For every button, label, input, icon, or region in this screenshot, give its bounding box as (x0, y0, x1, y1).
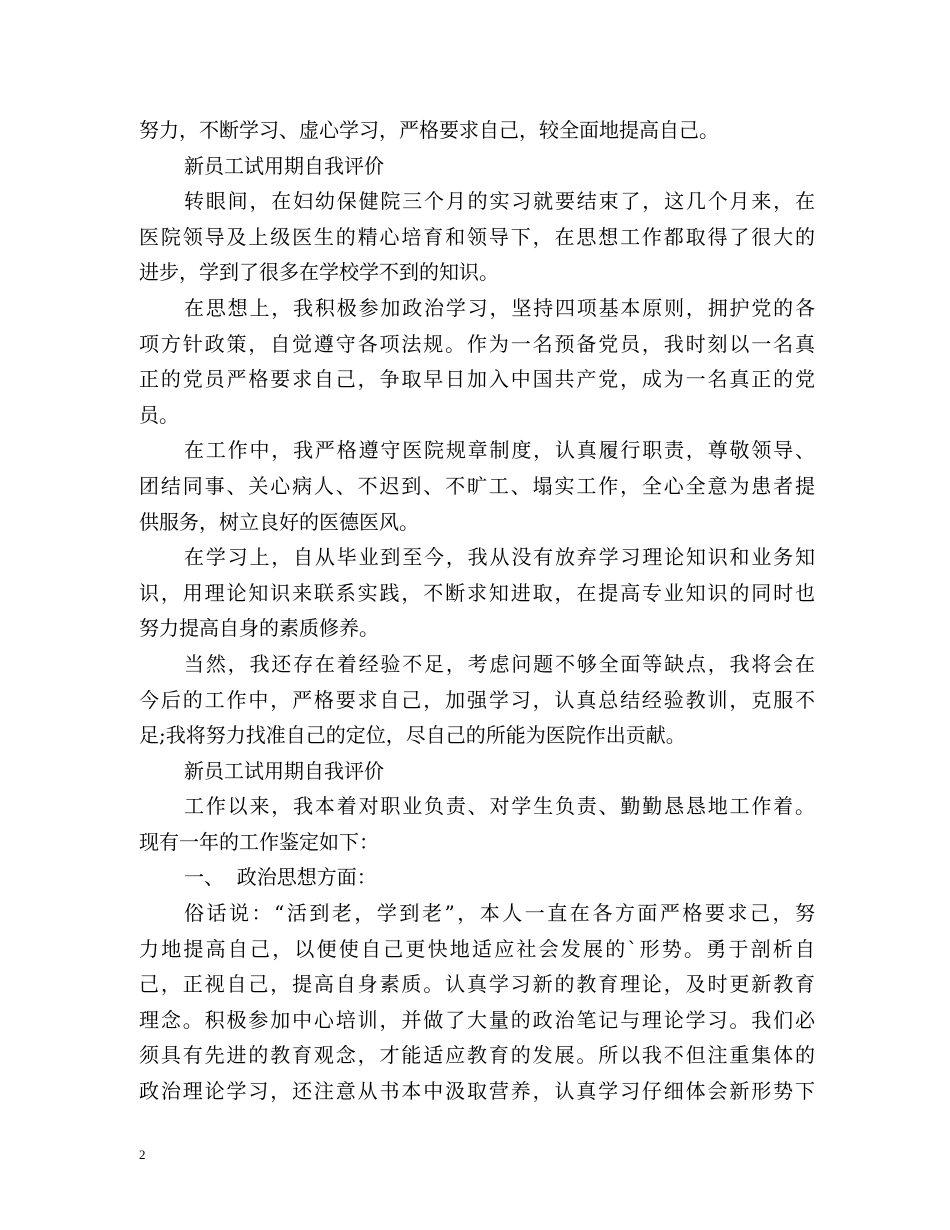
text-line: 须具有先进的教育观念，才能适应教育的发展。所以我不但注重集体的 (139, 1043, 815, 1068)
text-line: 政治理论学习，还注意从书本中汲取营养，认真学习仔细体会新形势下 (139, 1079, 815, 1104)
text-line: 项方针政策，自觉遵守各项法规。作为一名预备党员，我时刻以一名真 (139, 331, 815, 356)
text-line: 工作以来，我本着对职业负责、对学生负责、勤勤恳恳地工作着。 (184, 794, 815, 819)
text-line: 在工作中，我严格遵守医院规章制度，认真履行职责，尊敬领导、 (184, 438, 815, 463)
text-line: 俗话说：“活到老，学到老”，本人一直在各方面严格要求己，努 (184, 901, 815, 926)
subsection-heading: 一、 政治思想方面： (184, 865, 377, 890)
text-line: 足;我将努力找准自己的定位，尽自己的所能为医院作出贡献。 (139, 723, 686, 748)
section-heading: 新员工试用期自我评价 (184, 153, 384, 178)
text-line: 转眼间，在妇幼保健院三个月的实习就要结束了，这几个月来，在 (184, 189, 815, 214)
text-line: 在学习上，自从毕业到至今，我从没有放弃学习理论知识和业务知 (184, 545, 815, 570)
text-line: 团结同事、关心病人、不迟到、不旷工、塌实工作，全心全意为患者提 (139, 473, 815, 498)
text-line: 进步，学到了很多在学校学不到的知识。 (139, 260, 499, 285)
page-number: 2 (139, 1147, 146, 1162)
text-line: 己，正视自己，提高自身素质。认真学习新的教育理论，及时更新教育 (139, 972, 815, 997)
text-line: 力地提高自己，以便使自己更快地适应社会发展的`形势。勇于剖析自 (139, 936, 815, 961)
text-line: 今后的工作中，严格要求自己，加强学习，认真总结经验教训，克服不 (139, 687, 815, 712)
text-line: 努力提高自身的素质修养。 (139, 616, 379, 641)
text-line: 正的党员严格要求自己，争取早日加入中国共产党，成为一名真正的党 (139, 367, 815, 392)
text-line: 供服务，树立良好的医德医风。 (139, 509, 419, 534)
text-line: 员。 (139, 402, 179, 427)
text-line: 现有一年的工作鉴定如下： (139, 829, 379, 854)
text-line: 在思想上，我积极参加政治学习，坚持四项基本原则，拥护党的各 (184, 295, 815, 320)
text-line: 努力，不断学习、虚心学习，严格要求自己，较全面地提高自己。 (139, 118, 719, 142)
text-line: 识，用理论知识来联系实践，不断求知进取，在提高专业知识的同时也 (139, 580, 815, 605)
section-heading: 新员工试用期自我评价 (184, 758, 384, 783)
text-line: 医院领导及上级医生的精心培育和领导下，在思想工作都取得了很大的 (139, 224, 815, 249)
document-body (139, 113, 815, 1110)
text-line: 当然，我还存在着经验不足，考虑问题不够全面等缺点，我将会在 (184, 651, 815, 676)
text-line: 理念。积极参加中心培训，并做了大量的政治笔记与理论学习。我们必 (139, 1007, 815, 1032)
